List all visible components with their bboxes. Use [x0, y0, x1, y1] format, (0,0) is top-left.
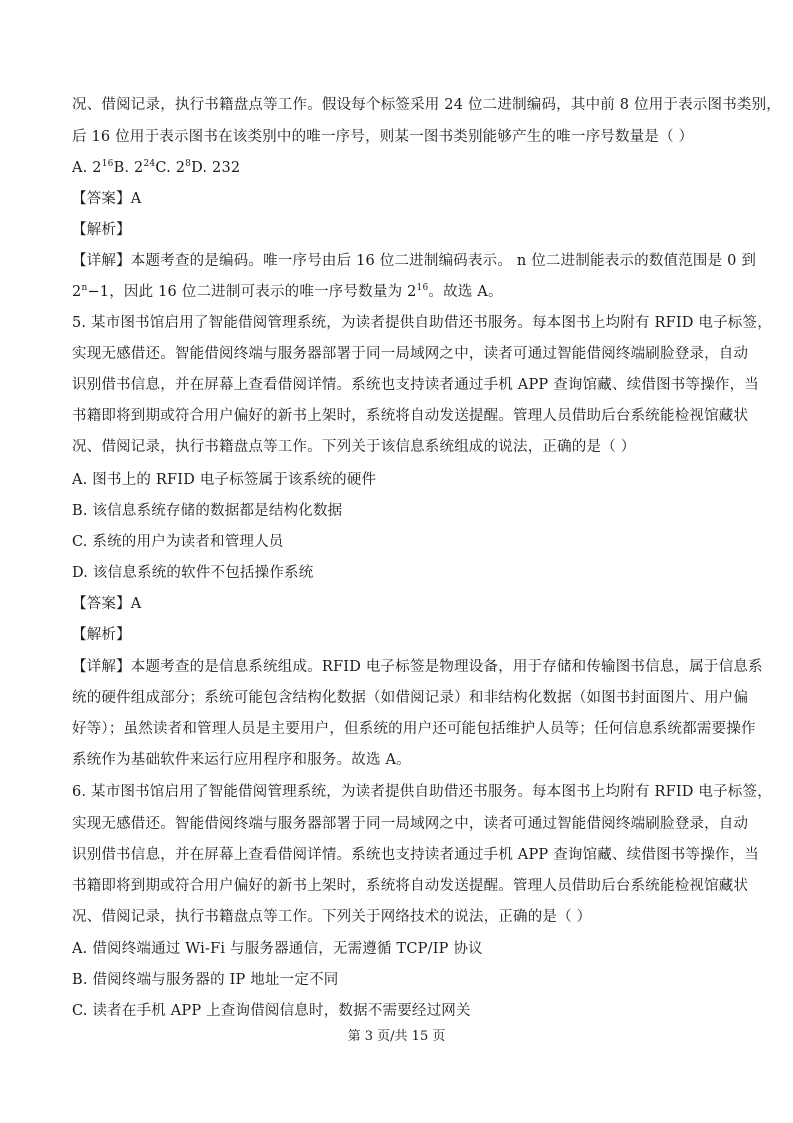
text-line: 系统作为基础软件来运行应用程序和服务。故选 A。: [72, 752, 411, 768]
text-line: 后 16 位用于表示图书在该类别中的唯一序号，则某一图书类别能够产生的唯一序号数量是（ ）: [72, 129, 694, 145]
text-line: 书籍即将到期或符合用户偏好的新书上架时，系统将自动发送提醒。管理人员借助后台系统能检视馆藏状: [72, 878, 749, 894]
option-a: A. 图书上的 RFID 电子标签属于该系统的硬件: [72, 472, 377, 488]
text-line: 况、借阅记录，执行书籍盘点等工作。下列关于网络技术的说法，正确的是（ ）: [72, 909, 592, 925]
question-6-stem: 6. 某市图书馆启用了智能借阅管理系统，为读者提供自助借还书服务。每本图书上均附有 RFID 电子标签，: [72, 784, 772, 800]
answer-label: 【答案】A: [72, 191, 142, 207]
text-line: 况、借阅记录，执行书籍盘点等工作。假设每个标签采用 24 位二进制编码，其中前 8 位用于表示图书类别，: [72, 97, 782, 113]
text-line: 好等）；虽然读者和管理人员是主要用户，但系统的用户还可能包括维护人员等；任何信息系统都需要操作: [72, 721, 756, 737]
analysis-label: 【解析】: [72, 222, 131, 238]
text-line: 识别借书信息，并在屏幕上查看借阅详情。系统也支持读者通过手机 APP 查询馆藏、续借图书等操作，当: [72, 377, 759, 393]
analysis-label: 【解析】: [72, 627, 131, 643]
text-line: 实现无感借还。智能借阅终端与服务器部署于同一局域网之中，读者可通过智能借阅终端刷脸登录，自动: [72, 816, 749, 832]
text-line: 识别借书信息，并在屏幕上查看借阅详情。系统也支持读者通过手机 APP 查询馆藏、续借图书等操作，当: [72, 847, 759, 863]
option-d: D. 232: [191, 160, 241, 176]
option-c: C. 读者在手机 APP 上查询借阅信息时，数据不需要经过网关: [72, 1003, 471, 1019]
question-5-stem: 5. 某市图书馆启用了智能借阅管理系统，为读者提供自助借还书服务。每本图书上均附有 RFID 电子标签，: [72, 315, 772, 331]
option-b: B. $2^{24}$: [113, 159, 156, 176]
option-a: A. 借阅终端通过 Wi-Fi 与服务器通信，无需遵循 TCP/IP 协议: [72, 941, 483, 957]
explanation-text: 【详解】本题考查的是编码。唯一序号由后 16 位二进制编码表示。 n 位二进制能表示的数值范围是 0 到: [72, 253, 757, 269]
answer-options-line: [72, 158, 732, 178]
explanation-text: 【详解】本题考查的是信息系统组成。RFID 电子标签是物理设备，用于存储和传输图书信息，属于信息系: [72, 659, 763, 675]
text-line: 统的硬件组成部分；系统可能包含结构化数据（如借阅记录）和非结构化数据（如图书封面图片、用户偏: [72, 690, 749, 706]
text-line: 况、借阅记录，执行书籍盘点等工作。下列关于该信息系统组成的说法，正确的是（ ）: [72, 439, 636, 455]
text-line: 书籍即将到期或符合用户偏好的新书上架时，系统将自动发送提醒。管理人员借助后台系统能检视馆藏状: [72, 408, 749, 424]
option-c: C. $2^8$: [155, 159, 192, 176]
answer-label: 【答案】A: [72, 596, 142, 612]
option-b: B. 该信息系统存储的数据都是结构化数据: [72, 503, 343, 519]
option-d: D. 该信息系统的软件不包括操作系统: [72, 565, 314, 581]
formula-line: $2^n-1$，因此 16 位二进制可表示的唯一序号数量为 $2^{16}$。故选 A。: [72, 283, 503, 300]
option-a: A. $2^{16}$: [72, 159, 114, 176]
option-c: C. 系统的用户为读者和管理人员: [72, 534, 284, 550]
page-number: 第 3 页/共 15 页: [347, 1029, 446, 1044]
text-line: 实现无感借还。智能借阅终端与服务器部署于同一局域网之中，读者可通过智能借阅终端刷脸登录，自动: [72, 346, 749, 362]
option-b: B. 借阅终端与服务器的 IP 地址一定不同: [72, 972, 339, 988]
